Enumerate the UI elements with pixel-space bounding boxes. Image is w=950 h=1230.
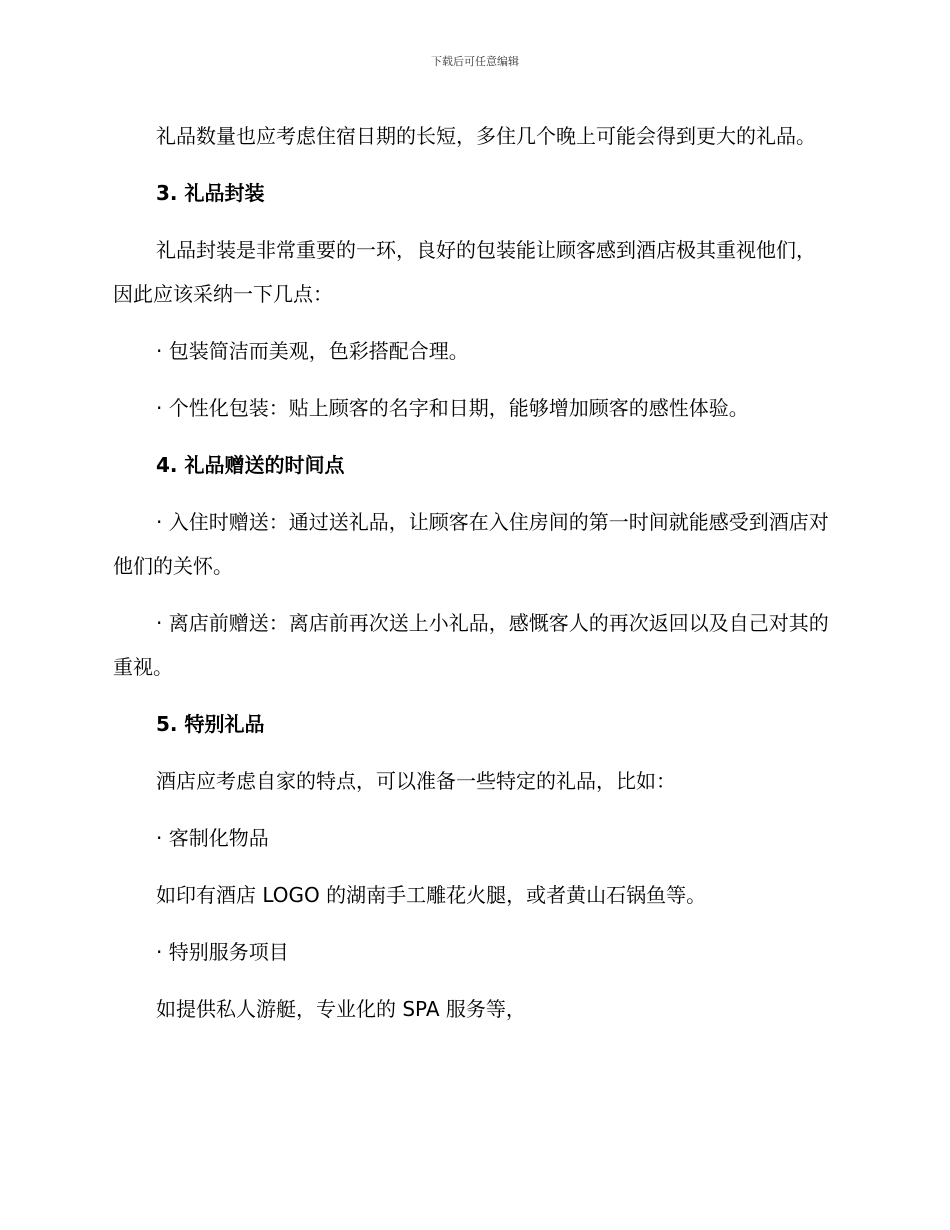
heading-special-gifts: 5. 特别礼品 xyxy=(156,712,265,736)
bullet-personalized-packaging: · 个性化包装：贴上顾客的名字和日期，能够增加顾客的感性体验。 xyxy=(156,396,749,420)
bullet-checkout-gift: · 离店前赠送：离店前再次送上小礼品，感慨客人的再次返回以及自己对其的重视。 xyxy=(113,611,829,679)
bullet-special-services: · 特别服务项目 xyxy=(156,940,289,964)
paragraph-packaging-intro: 礼品封装是非常重要的一环，良好的包装能让顾客感到酒店极其重视他们，因此应该采纳一下几点： xyxy=(113,238,816,306)
paragraph-gift-quantity: 礼品数量也应考虑住宿日期的长短，多住几个晚上可能会得到更大的礼品。 xyxy=(156,124,816,148)
paragraph-services-example: 如提供私人游艇，专业化的 SPA 服务等， xyxy=(156,997,526,1021)
bullet-simple-packaging: · 包装简洁而美观，色彩搭配合理。 xyxy=(156,339,469,363)
page-header: 下载后可任意编辑 xyxy=(431,55,519,68)
paragraph-custom-example: 如印有酒店 LOGO 的湖南手工雕花火腿，或者黄山石锅鱼等。 xyxy=(156,883,707,907)
bullet-checkin-gift: · 入住时赠送：通过送礼品，让顾客在入住房间的第一时间就能感受到酒店对他们的关怀。 xyxy=(113,510,829,578)
heading-gift-packaging: 3. 礼品封装 xyxy=(156,181,265,205)
paragraph-special-intro: 酒店应考虑自家的特点，可以准备一些特定的礼品，比如： xyxy=(156,769,676,793)
heading-gift-timing: 4. 礼品赠送的时间点 xyxy=(156,453,345,477)
bullet-custom-items: · 客制化物品 xyxy=(156,826,269,850)
document-body xyxy=(113,114,835,1031)
